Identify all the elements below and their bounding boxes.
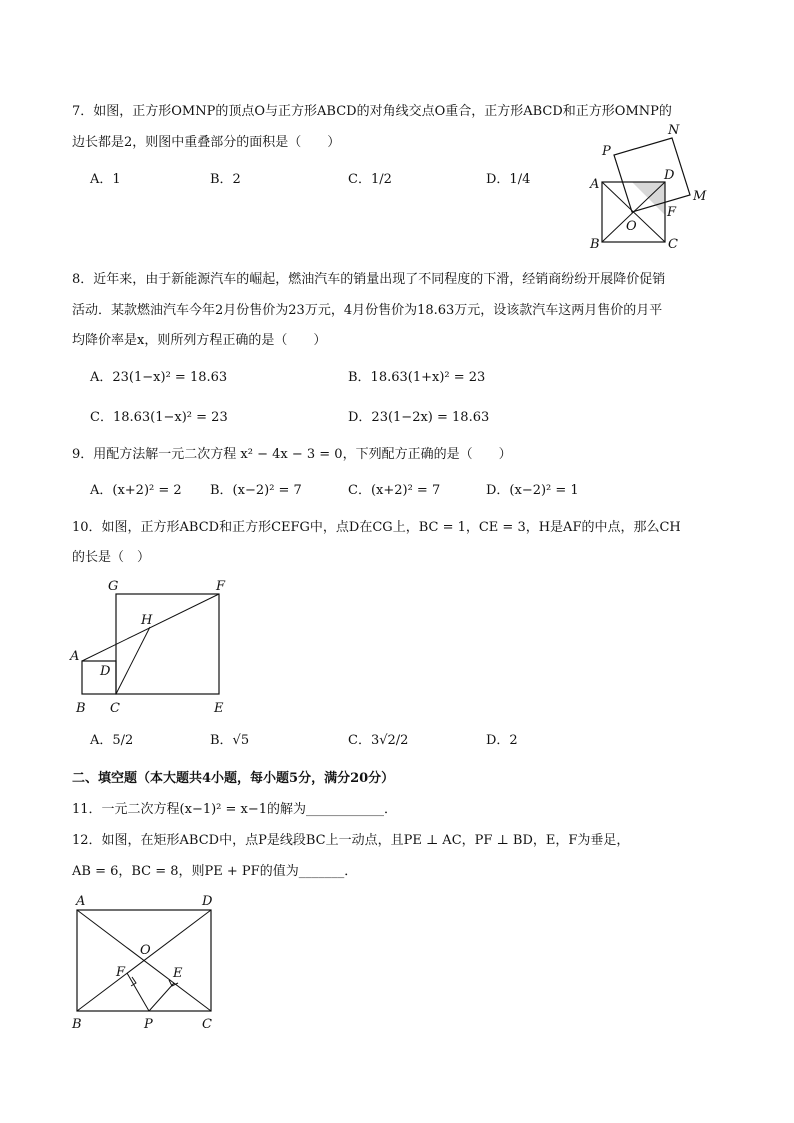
q12-label-b: B (72, 1017, 82, 1032)
q8-option-c: C．18.63(1−x)² = 23 (90, 410, 228, 425)
q10-square-abcd (82, 661, 116, 694)
q8-stem-line2: 活动．某款燃油汽车今年2月份售价为23万元，4月份售价为18.63万元，设该款汽车这两月售价的月平 (72, 303, 663, 318)
q7-option-c: C．1/2 (348, 172, 392, 187)
q7-label-o: O (626, 219, 637, 234)
q10-label-h: H (141, 613, 153, 628)
q12-label-c: C (202, 1017, 212, 1032)
q8-option-a: A．23(1−x)² = 18.63 (90, 370, 228, 385)
q10-figure (66, 575, 241, 715)
q12-label-e: E (173, 966, 183, 981)
q12-stem-line1: 12．如图，在矩形ABCD中，点P是线段BC上一动点，且PE ⊥ AC，PF ⊥ BD，E，F为垂足， (72, 833, 630, 848)
q9-option-a: A．(x+2)² = 2 (90, 483, 182, 498)
q12-label-f: F (116, 965, 126, 980)
q10-square-cefg (116, 594, 219, 694)
q10-label-f: F (216, 579, 226, 594)
q10-label-g: G (108, 579, 119, 594)
section2-title: 二、填空题（本大题共4小题，每小题5分，满分20分） (72, 771, 395, 786)
q11-stem: 11．一元二次方程(x−1)² = x−1的解为____________． (72, 802, 398, 817)
q7-option-d: D．1/4 (486, 172, 531, 187)
q10-label-a: A (70, 649, 80, 664)
q8-option-d: D．23(1−2x) = 18.63 (348, 410, 490, 425)
q10-option-d: D．2 (486, 733, 518, 748)
q12-figure (66, 890, 226, 1032)
q10-label-b: B (76, 701, 86, 715)
q12-label-o: O (140, 943, 151, 958)
q10-label-d: D (100, 664, 111, 679)
q10-option-b: B．√5 (210, 733, 250, 748)
q8-option-b: B．18.63(1+x)² = 23 (348, 370, 486, 385)
q10-label-e: E (214, 701, 224, 715)
q7-label-f: F (667, 205, 677, 220)
q9-option-c: C．(x+2)² = 7 (348, 483, 441, 498)
q9-option-d: D．(x−2)² = 1 (486, 483, 579, 498)
q12-label-a: A (76, 894, 86, 909)
q7-figure (582, 118, 722, 258)
q7-label-a: A (590, 177, 600, 192)
q10-segment-ch (116, 627, 150, 694)
q7-option-b: B．2 (210, 172, 241, 187)
q10-stem-line2: 的长是（ ） (72, 550, 151, 565)
q12-segment-pf (127, 973, 149, 1011)
q12-segment-pe (149, 983, 174, 1011)
q7-label-c: C (668, 237, 678, 252)
q10-stem-line1: 10．如图，正方形ABCD和正方形CEFG中，点D在CG上，BC = 1，CE = 3，H是AF的中点，那么CH (72, 520, 681, 535)
q10-option-c: C．3√2/2 (348, 733, 409, 748)
q10-label-c: C (110, 701, 120, 715)
q7-label-d: D (664, 168, 675, 183)
q8-stem-line1: 8．近年来，由于新能源汽车的崛起，燃油汽车的销量出现了不同程度的下滑，经销商纷纷开展降价促销 (72, 272, 666, 287)
q10-option-a: A．5/2 (90, 733, 134, 748)
q7-label-p: P (602, 144, 611, 159)
q7-label-b: B (590, 237, 600, 252)
q8-stem-line3: 均降价率是x，则所列方程正确的是（ ） (72, 333, 327, 348)
q9-option-b: B．(x−2)² = 7 (210, 483, 302, 498)
q7-option-a: A．1 (90, 172, 121, 187)
q7-stem-line2: 边长都是2，则图中重叠部分的面积是（ ） (72, 135, 341, 150)
q7-label-n: N (668, 123, 680, 138)
q12-label-d: D (202, 894, 213, 909)
q7-label-m: M (693, 189, 707, 204)
q7-stem-line1: 7．如图，正方形OMNP的顶点O与正方形ABCD的对角线交点O重合，正方形ABCD和正方形OMNP的 (72, 104, 672, 119)
q12-label-p: P (144, 1017, 153, 1032)
q12-stem-line2: AB = 6，BC = 8，则PE + PF的值为_______． (72, 864, 358, 879)
q9-stem: 9．用配方法解一元二次方程 x² − 4x − 3 = 0，下列配方正确的是（ ） (72, 447, 512, 462)
